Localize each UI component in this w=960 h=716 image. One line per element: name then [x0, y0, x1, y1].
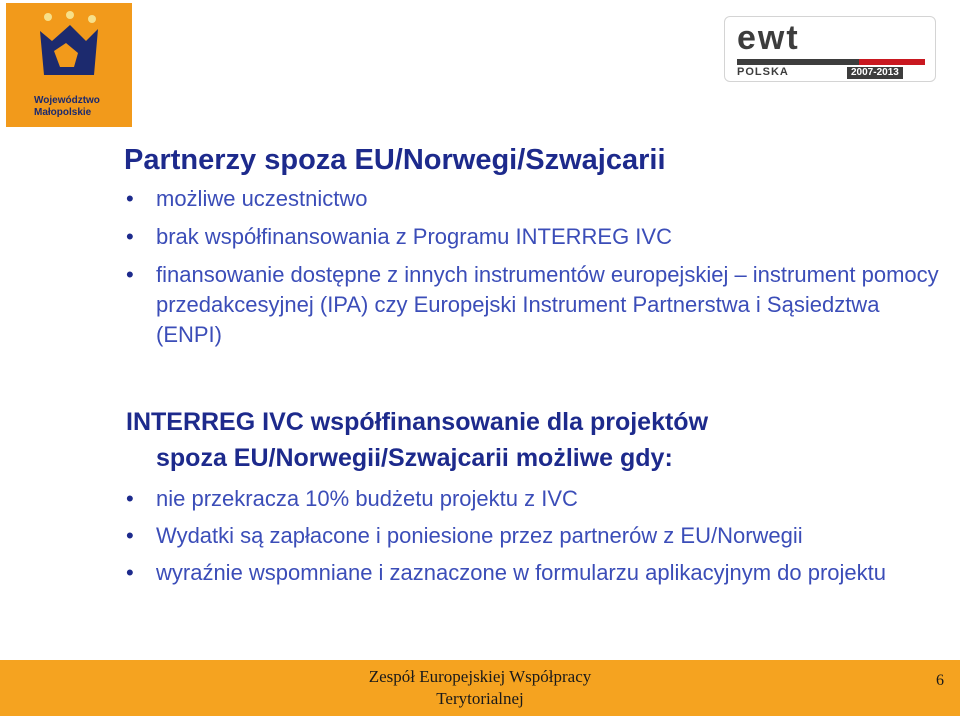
bullet-item: • Wydatki są zapłacone i poniesione przez partnerów z EU/Norwegii	[126, 521, 946, 551]
slide-title: Partnerzy spoza EU/Norwegi/Szwajcarii	[124, 144, 666, 176]
ewt-logo-accent-bar	[859, 59, 925, 65]
bullet-item: • nie przekracza 10% budżetu projektu z IVC	[126, 484, 946, 514]
ewt-polska-logo	[724, 16, 936, 82]
subheading-line1: INTERREG IVC współfinansowanie dla projektów	[126, 408, 709, 436]
page-number: 6	[936, 672, 944, 689]
footer-line2: Terytorialnej	[436, 689, 524, 708]
ewt-logo-country: POLSKA	[737, 66, 789, 78]
wojewodztwo-malopolskie-logo	[6, 3, 132, 127]
bullet-item: • finansowanie dostępne z innych instrumentów europejskiej – instrument pomocy przedakcesyjnej (IPA) czy Europejski Instrument Partnerstwa i Sąsiedztwa (ENPI)	[126, 260, 946, 350]
footer-bar	[0, 660, 960, 716]
bullet-item: • wyraźnie wspomniane i zaznaczone w formularzu aplikacyjnym do projektu	[126, 558, 946, 588]
crown-emblem-icon	[34, 11, 104, 87]
bullet-item: • możliwe uczestnictwo	[126, 184, 946, 214]
footer-text	[300, 666, 660, 710]
ewt-logo-word: ewt	[737, 19, 800, 57]
ewt-logo-years: 2007-2013	[847, 67, 903, 79]
logo-text-line1: Województwo	[34, 95, 100, 106]
footer-line1: Zespół Europejskiej Współpracy	[368, 667, 592, 686]
slide-subheading	[126, 404, 926, 476]
bullet-list-conditions	[126, 484, 946, 595]
bullet-item: • brak współfinansowania z Programu INTERREG IVC	[126, 222, 946, 252]
bullet-list-participation	[126, 184, 946, 358]
subheading-line2: spoza EU/Norwegii/Szwajcarii możliwe gdy:	[156, 444, 673, 472]
logo-text-line2: Małopolskie	[34, 107, 92, 118]
